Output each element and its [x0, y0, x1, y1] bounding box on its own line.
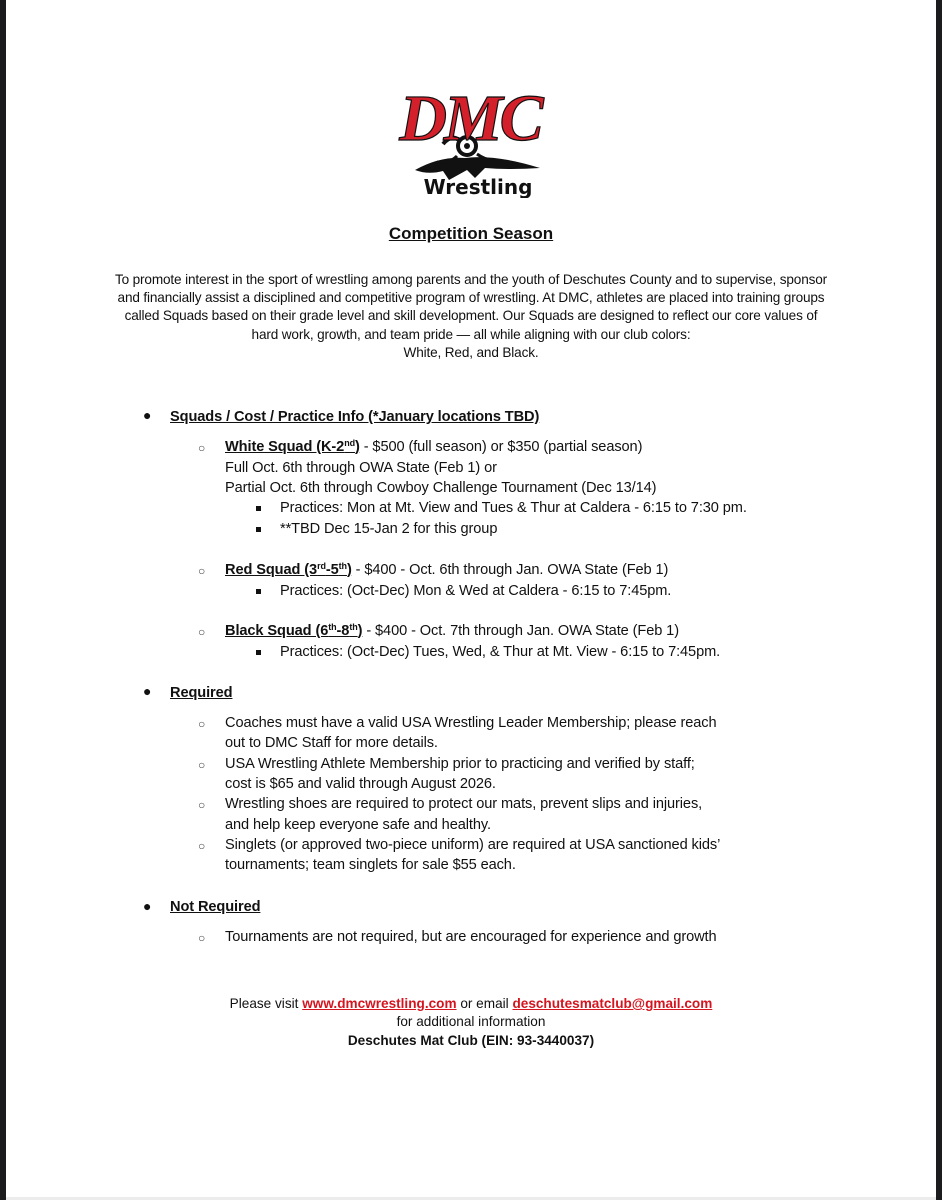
footer-info-line: for additional information: [396, 1014, 546, 1029]
square-bullet-icon: [256, 589, 261, 594]
bullet-icon: ●: [143, 898, 152, 914]
white-squad-name: White Squad (K-2nd): [225, 438, 360, 455]
required-item-4-line-1: Singlets (or approved two-piece uniform) are required at USA sanctioned kids’: [225, 837, 721, 853]
black-squad-name: Black Squad (6th-8th): [225, 622, 363, 639]
circle-bullet-icon: ○: [198, 798, 206, 812]
intro-text: To promote interest in the sport of wrestling among parents and the youth of Deschutes County and to supervise, sponsor and financially assist a disciplined and competitive program of wrestling. At DMC, athletes are placed into training groups called Squads based on their grade level and skill development. Our Squads are designed to reflect our core values of hard work, growth, and team pride — all while aligning with our club colors:: [114, 272, 828, 342]
required-heading: Required: [170, 685, 233, 701]
red-squad-name: Red Squad (3rd-5th): [225, 561, 352, 578]
email-link[interactable]: deschutesmatclub@gmail.com: [512, 996, 713, 1011]
white-squad-full-dates: Full Oct. 6th through OWA State (Feb 1) or: [225, 460, 497, 476]
circle-bullet-icon: ○: [198, 758, 206, 772]
circle-bullet-icon: ○: [198, 717, 206, 731]
bullet-icon: ●: [143, 683, 152, 699]
page-title: Competition Season: [388, 224, 554, 243]
circle-bullet-icon: ○: [198, 564, 206, 578]
required-item-3-line-2: and help keep everyone safe and healthy.: [225, 817, 491, 833]
circle-bullet-icon: ○: [198, 441, 206, 455]
required-item-3-line-1: Wrestling shoes are required to protect our mats, prevent slips and injuries,: [225, 796, 703, 812]
square-bullet-icon: [256, 650, 261, 655]
intro-last-line: White, Red, and Black.: [403, 344, 539, 360]
red-squad-line: [225, 560, 668, 580]
red-squad-practices: Practices: (Oct-Dec) Mon & Wed at Caldera - 6:15 to 7:45pm.: [280, 583, 672, 599]
white-squad-partial-dates: Partial Oct. 6th through Cowboy Challenge Tournament (Dec 13/14): [225, 480, 657, 496]
footer-contact-line: Please visit www.dmcwrestling.com or email deschutesmatclub@gmail.com: [229, 996, 713, 1011]
required-item-2-line-2: cost is $65 and valid through August 2026.: [225, 776, 496, 792]
website-link[interactable]: www.dmcwrestling.com: [302, 996, 457, 1011]
bullet-icon: ●: [143, 407, 152, 423]
circle-bullet-icon: ○: [198, 839, 206, 853]
logo-wrestling-text: Wrestling: [423, 175, 533, 198]
white-squad-cost: - $500 (full season) or $350 (partial season): [359, 439, 643, 455]
red-squad-cost: - $400 - Oct. 6th through Jan. OWA State (Feb 1): [351, 562, 669, 578]
squads-heading: Squads / Cost / Practice Info (*January locations TBD): [170, 409, 540, 425]
circle-bullet-icon: ○: [198, 625, 206, 639]
dmc-wrestling-logo: [385, 78, 560, 198]
black-squad-practices: Practices: (Oct-Dec) Tues, Wed, & Thur at Mt. View - 6:15 to 7:45pm.: [280, 644, 721, 660]
black-squad-line: [225, 621, 679, 641]
not-required-heading: Not Required: [170, 899, 261, 915]
not-required-item-1: Tournaments are not required, but are encouraged for experience and growth: [225, 929, 717, 945]
white-squad-line: [225, 437, 642, 457]
white-squad-practices: Practices: Mon at Mt. View and Tues & Thur at Caldera - 6:15 to 7:30 pm.: [280, 500, 747, 516]
square-bullet-icon: [256, 527, 261, 532]
footer-club-ein: Deschutes Mat Club (EIN: 93-3440037): [347, 1033, 595, 1048]
intro-paragraph: [112, 271, 830, 362]
black-squad-cost: - $400 - Oct. 7th through Jan. OWA State (Feb 1): [362, 623, 679, 639]
white-squad-tbd: **TBD Dec 15-Jan 2 for this group: [280, 521, 498, 537]
required-item-2-line-1: USA Wrestling Athlete Membership prior to practicing and verified by staff;: [225, 756, 695, 772]
circle-bullet-icon: ○: [198, 931, 206, 945]
square-bullet-icon: [256, 506, 261, 511]
required-item-1-line-1: Coaches must have a valid USA Wrestling Leader Membership; please reach: [225, 715, 717, 731]
required-item-1-line-2: out to DMC Staff for more details.: [225, 735, 438, 751]
logo-dmc-text: DMC: [399, 82, 541, 155]
required-item-4-line-2: tournaments; team singlets for sale $55 each.: [225, 857, 516, 873]
